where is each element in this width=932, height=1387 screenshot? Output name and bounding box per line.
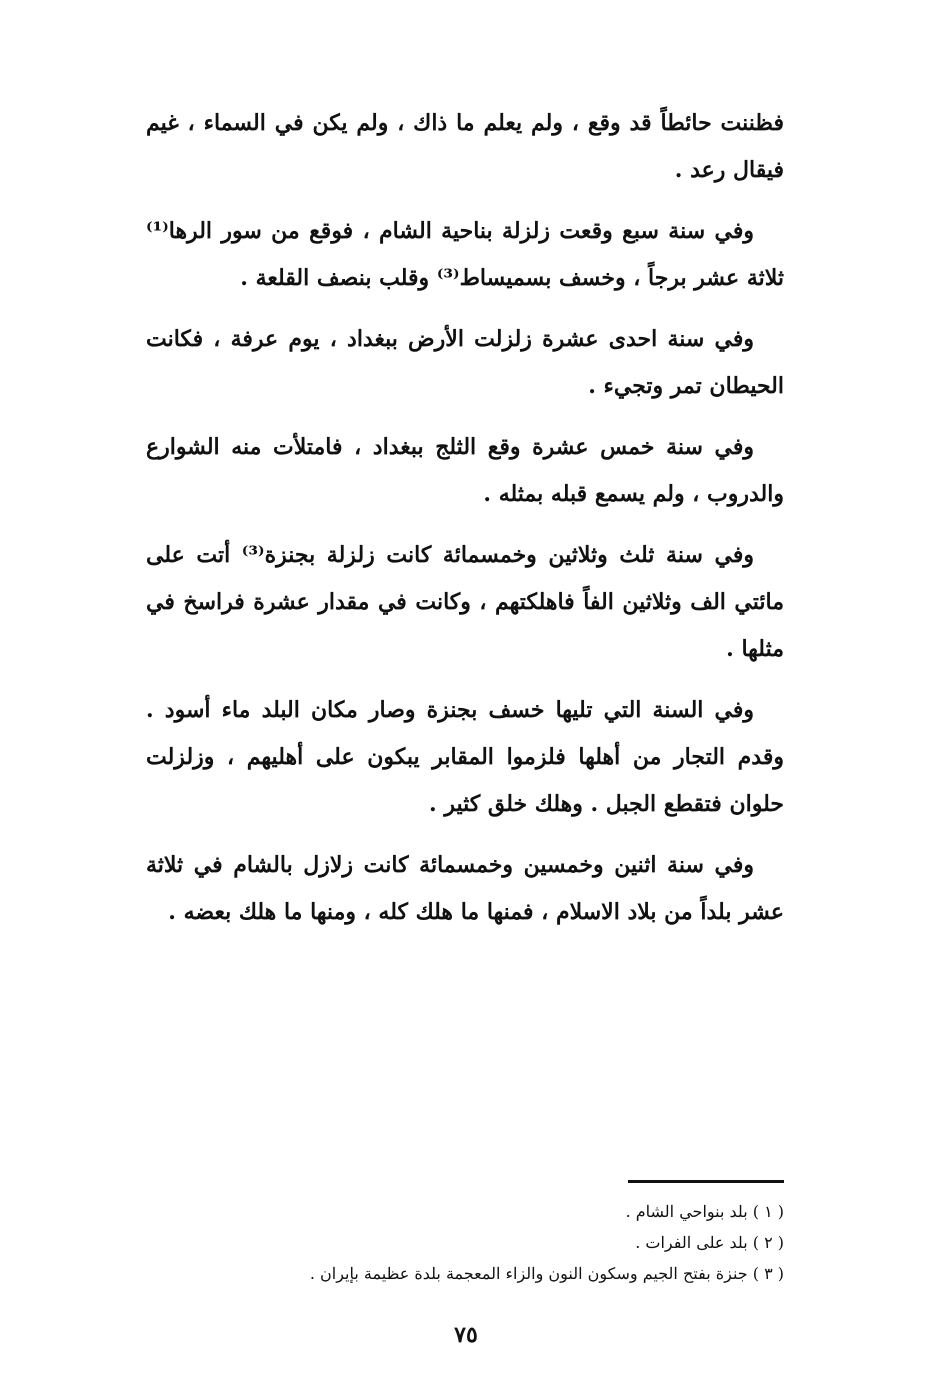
- paragraph-2: وفي سنة سبع وقعت زلزلة بناحية الشام ، فوقع من سور الرها⁽¹⁾ ثلاثة عشر برجاً ، وخسف بسميساط⁽³⁾ وقلب بنصف القلعة .: [146, 218, 784, 291]
- paragraph-6: وفي السنة التي تليها خسف بجنزة وصار مكان البلد ماء أسود . وقدم التجار من أهلها فلزموا المقابر يبكون على أهليهم ، وزلزلت حلوان فتقطع الجبل . وهلك خلق كثير .: [146, 697, 784, 817]
- paragraph-3: وفي سنة احدى عشرة زلزلت الأرض ببغداد ، يوم عرفة ، فكانت الحيطان تمر وتجيء .: [146, 326, 784, 399]
- paragraph-1: فظننت حائطاً قد وقع ، ولم يعلم ما ذاك ، ولم يكن في السماء ، غيم فيقال رعد .: [146, 110, 784, 183]
- page-number: ٧٥: [454, 1322, 478, 1348]
- footnote-3: ( ٣ ) جنزة بفتح الجيم وسكون النون والزاء المعجمة بلدة عظيمة بإيران .: [309, 1264, 784, 1283]
- paragraph-5: وفي سنة ثلث وثلاثين وخمسمائة كانت زلزلة بجنزة⁽³⁾ أتت على مائتي الف وثلاثين الفاً فاهلكتهم ، وكانت في مقدار عشرة فراسخ في مثلها .: [146, 542, 784, 662]
- footnotes: [146, 1196, 784, 1289]
- main-text: [146, 100, 784, 950]
- footnote-divider: [628, 1180, 784, 1183]
- paragraph-7: وفي سنة اثنين وخمسين وخمسمائة كانت زلازل بالشام في ثلاثة عشر بلداً من بلاد الاسلام ، فمنها ما هلك كله ، ومنها ما هلك بعضه .: [146, 852, 784, 925]
- footnote-2: ( ٢ ) بلد على الفرات .: [635, 1233, 784, 1252]
- footnote-1: ( ١ ) بلد بنواحي الشام .: [625, 1202, 784, 1221]
- paragraph-4: وفي سنة خمس عشرة وقع الثلج ببغداد ، فامتلأت منه الشوارع والدروب ، ولم يسمع قبله بمثله .: [146, 434, 784, 507]
